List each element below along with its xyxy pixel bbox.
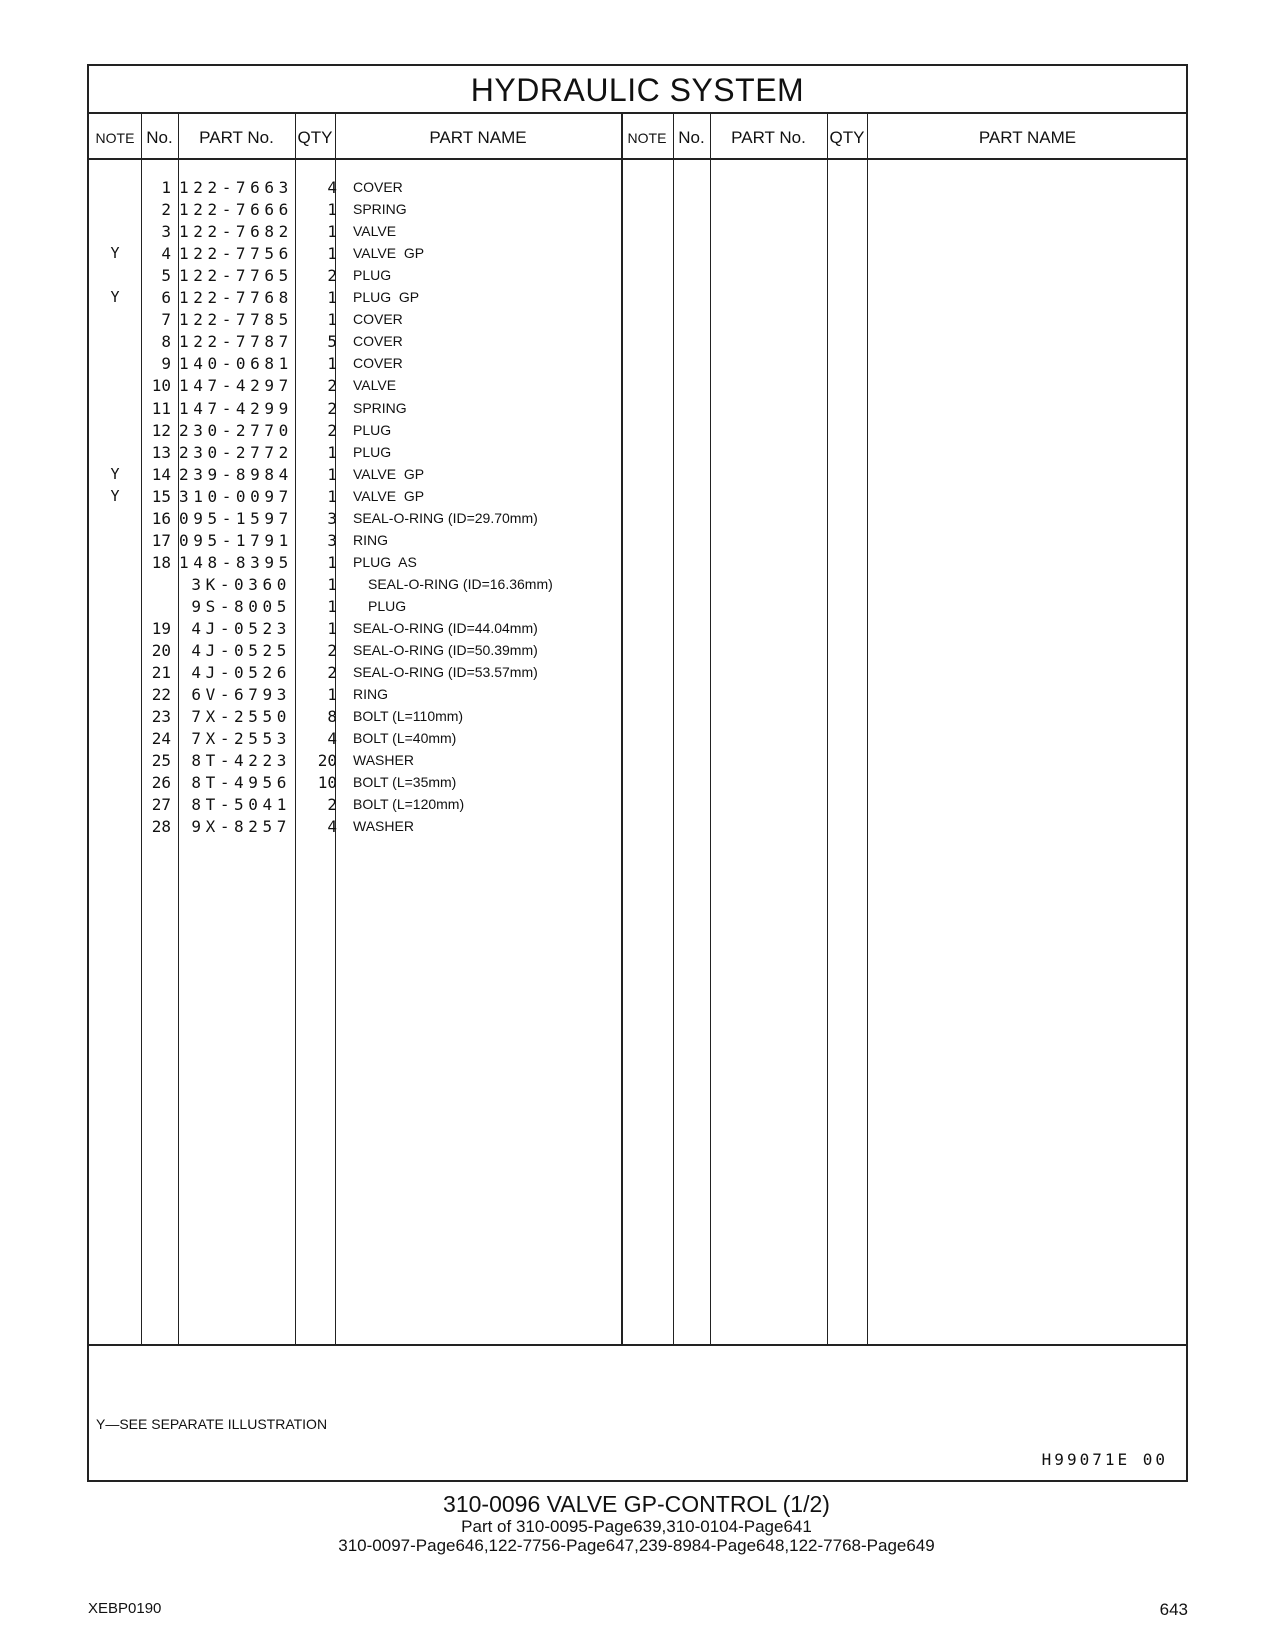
divider-header: [89, 158, 1186, 160]
part-name-cell: VALVE GP: [353, 465, 425, 482]
part-name-cell: COVER: [353, 179, 403, 195]
table-row: [89, 485, 1186, 508]
quantity-cell: 2: [327, 795, 337, 815]
item-number-cell: 22: [151, 685, 171, 705]
part-number-cell: 122-7785: [179, 310, 293, 330]
table-row: [89, 529, 1186, 552]
quantity-cell: 1: [327, 222, 337, 242]
item-number-cell: 26: [151, 773, 171, 793]
quantity-cell: 1: [327, 464, 337, 484]
item-number-cell: 16: [151, 508, 171, 528]
page-number: 643: [1159, 1600, 1188, 1619]
part-number-cell: 230-2772: [179, 442, 293, 462]
part-name-cell: SEAL-O-RING (ID=50.39mm): [353, 642, 538, 659]
table-row: [89, 595, 1186, 618]
document-id: XEBP0190: [88, 1600, 162, 1617]
quantity-cell: 4: [327, 729, 337, 749]
table-row: [89, 419, 1186, 442]
quantity-cell: 2: [327, 266, 337, 286]
part-name-cell: VALVE GP: [353, 245, 425, 262]
table-row: [89, 441, 1186, 464]
item-number-cell: 5: [161, 266, 171, 286]
table-row: [89, 374, 1186, 397]
quantity-cell: 1: [327, 619, 337, 638]
part-number-cell: 095-1597: [179, 508, 293, 528]
quantity-cell: 1: [327, 354, 337, 374]
part-number-cell: 122-7663: [179, 178, 293, 197]
header-note-left: NOTE: [95, 130, 135, 146]
item-number-cell: 11: [151, 398, 171, 418]
quantity-cell: 5: [327, 332, 337, 352]
item-number-cell: 19: [151, 619, 171, 638]
part-number-cell: 148-8395: [179, 552, 293, 572]
header-no-right: No.: [678, 128, 705, 147]
footnote: Y—SEE SEPARATE ILLUSTRATION: [96, 1416, 328, 1432]
part-number-cell: 230-2770: [179, 420, 293, 440]
part-number-cell: 122-7756: [179, 244, 293, 264]
part-name-cell: PLUG: [368, 597, 407, 614]
quantity-cell: 20: [317, 751, 337, 771]
quantity-cell: 10: [317, 773, 337, 793]
table-row: [89, 264, 1186, 287]
note-cell: Y: [110, 244, 120, 263]
section-title: HYDRAULIC SYSTEM: [470, 72, 805, 108]
item-number-cell: 13: [151, 442, 171, 462]
header-no-left: No.: [146, 128, 173, 147]
part-name-cell: VALVE: [353, 223, 397, 240]
caption-reference-2: 310-0097-Page646,122-7756-Page647,239-8984-Page648,122-7768-Page649: [338, 1536, 935, 1555]
part-number-cell: 8T-4223: [191, 751, 291, 771]
quantity-cell: 2: [327, 398, 337, 418]
quantity-cell: 1: [327, 244, 337, 264]
part-name-cell: PLUG: [353, 267, 392, 284]
table-row: [89, 242, 1186, 265]
part-number-cell: 310-0097: [179, 486, 293, 506]
item-number-cell: 10: [151, 376, 171, 396]
quantity-cell: 2: [327, 663, 337, 683]
table-row: [89, 573, 1186, 596]
part-name-cell: PLUG: [353, 421, 392, 438]
part-name-cell: SEAL-O-RING (ID=29.70mm): [353, 509, 538, 526]
part-number-cell: 122-7666: [179, 200, 293, 220]
part-number-cell: 6V-6793: [191, 685, 291, 705]
quantity-cell: 3: [327, 508, 337, 528]
header-part-no-left: PART No.: [199, 128, 274, 147]
table-row: [89, 705, 1186, 728]
quantity-cell: 8: [327, 707, 337, 727]
quantity-cell: 4: [327, 178, 337, 197]
table-row: [89, 397, 1186, 420]
part-number-cell: 122-7765: [179, 266, 293, 286]
part-name-cell: RING: [353, 686, 388, 703]
quantity-cell: 2: [327, 641, 337, 661]
header-qty-left: QTY: [297, 128, 333, 147]
part-name-cell: PLUG GP: [353, 289, 420, 306]
caption-title: 310-0096 VALVE GP-CONTROL (1/2): [443, 1491, 830, 1517]
part-name-cell: BOLT (L=40mm): [353, 730, 457, 747]
note-cell: Y: [110, 288, 120, 307]
item-number-cell: 20: [151, 641, 171, 661]
quantity-cell: 3: [327, 530, 337, 550]
part-name-cell: COVER: [353, 333, 403, 350]
item-number-cell: 9: [161, 354, 171, 374]
quantity-cell: 1: [327, 552, 337, 572]
item-number-cell: 28: [151, 817, 171, 837]
item-number-cell: 4: [161, 244, 171, 264]
quantity-cell: 1: [327, 310, 337, 330]
part-number-cell: 147-4299: [179, 398, 293, 418]
item-number-cell: 6: [161, 288, 171, 308]
table-row: [89, 639, 1186, 662]
part-number-cell: 122-7768: [179, 288, 293, 308]
part-name-cell: SEAL-O-RING (ID=53.57mm): [353, 664, 538, 681]
table-row: [89, 727, 1186, 750]
table-row: [89, 198, 1186, 221]
part-name-cell: BOLT (L=120mm): [353, 796, 465, 813]
part-number-cell: 239-8984: [179, 464, 293, 484]
part-name-cell: SPRING: [353, 399, 407, 416]
part-number-cell: 122-7787: [179, 332, 293, 352]
part-number-cell: 9X-8257: [191, 817, 291, 837]
item-number-cell: 24: [151, 729, 171, 749]
part-number-cell: 4J-0526: [191, 663, 291, 683]
quantity-cell: 1: [327, 574, 337, 594]
quantity-cell: 2: [327, 376, 337, 396]
part-name-cell: SEAL-O-RING (ID=16.36mm): [368, 575, 553, 592]
part-number-cell: 140-0681: [179, 354, 293, 374]
header-part-name-left: PART NAME: [429, 128, 527, 147]
table-row: [89, 308, 1186, 331]
part-name-cell: WASHER: [353, 752, 414, 769]
item-number-cell: 7: [161, 310, 171, 330]
part-name-cell: WASHER: [353, 818, 414, 835]
quantity-cell: 1: [327, 685, 337, 705]
table-row: [89, 617, 1186, 640]
item-number-cell: 15: [151, 486, 171, 506]
part-name-cell: VALVE: [353, 377, 397, 394]
part-number-cell: 4J-0523: [191, 619, 291, 638]
quantity-cell: 1: [327, 200, 337, 220]
part-name-cell: PLUG AS: [353, 553, 417, 570]
table-row: [89, 551, 1186, 574]
quantity-cell: 4: [327, 817, 337, 837]
quantity-cell: 1: [327, 442, 337, 462]
part-number-cell: 9S-8005: [191, 596, 291, 616]
quantity-cell: 1: [327, 596, 337, 616]
part-name-cell: RING: [353, 531, 388, 548]
part-name-cell: VALVE GP: [353, 487, 425, 504]
part-number-cell: 8T-4956: [191, 773, 291, 793]
item-number-cell: 8: [161, 332, 171, 352]
item-number-cell: 23: [151, 707, 171, 727]
header-part-no-right: PART No.: [731, 128, 806, 147]
note-cell: Y: [110, 464, 120, 483]
part-name-cell: SEAL-O-RING (ID=44.04mm): [353, 620, 538, 636]
table-row: [89, 286, 1186, 309]
part-name-cell: BOLT (L=35mm): [353, 774, 457, 791]
header-qty-right: QTY: [829, 128, 865, 147]
table-row: [89, 661, 1186, 684]
item-number-cell: 17: [151, 530, 171, 550]
divider-footer: [89, 1344, 1186, 1346]
table-row: [89, 352, 1186, 375]
table-row: [89, 176, 1186, 199]
item-number-cell: 21: [151, 663, 171, 683]
table-row: [89, 463, 1186, 486]
quantity-cell: 1: [327, 288, 337, 308]
part-name-cell: PLUG: [353, 443, 392, 460]
parts-list-frame: [87, 64, 1188, 1482]
caption-reference-1: Part of 310-0095-Page639,310-0104-Page641: [461, 1517, 812, 1536]
part-number-cell: 095-1791: [179, 530, 293, 550]
header-part-name-right: PART NAME: [978, 128, 1077, 147]
part-number-cell: 147-4297: [179, 376, 293, 396]
part-name-cell: SPRING: [353, 201, 407, 218]
quantity-cell: 2: [327, 420, 337, 440]
item-number-cell: 14: [151, 464, 171, 484]
part-name-cell: COVER: [353, 311, 403, 328]
table-row: [89, 749, 1186, 772]
table-row: [89, 771, 1186, 794]
table-row: [89, 683, 1186, 706]
item-number-cell: 25: [151, 751, 171, 771]
part-number-cell: 4J-0525: [191, 641, 291, 661]
note-cell: Y: [110, 486, 120, 505]
part-number-cell: 7X-2553: [191, 729, 291, 749]
quantity-cell: 1: [327, 486, 337, 506]
item-number-cell: 12: [151, 420, 171, 440]
header-note-right: NOTE: [627, 130, 667, 146]
part-number-cell: 7X-2550: [191, 707, 291, 727]
part-name-cell: BOLT (L=110mm): [353, 708, 464, 725]
part-number-cell: 8T-5041: [191, 795, 291, 815]
table-row: [89, 815, 1186, 838]
item-number-cell: 27: [151, 795, 171, 815]
part-number-cell: 122-7682: [179, 222, 293, 242]
item-number-cell: 3: [161, 222, 171, 242]
item-number-cell: 18: [151, 552, 171, 572]
item-number-cell: 1: [161, 178, 171, 197]
part-number-cell: 3K-0360: [191, 574, 291, 594]
table-row: [89, 220, 1186, 243]
part-name-cell: COVER: [353, 355, 403, 372]
item-number-cell: 2: [161, 200, 171, 220]
table-row: [89, 793, 1186, 816]
table-row: [89, 507, 1186, 530]
table-row: [89, 330, 1186, 353]
illustration-code: H99071E 00: [1041, 1450, 1168, 1469]
